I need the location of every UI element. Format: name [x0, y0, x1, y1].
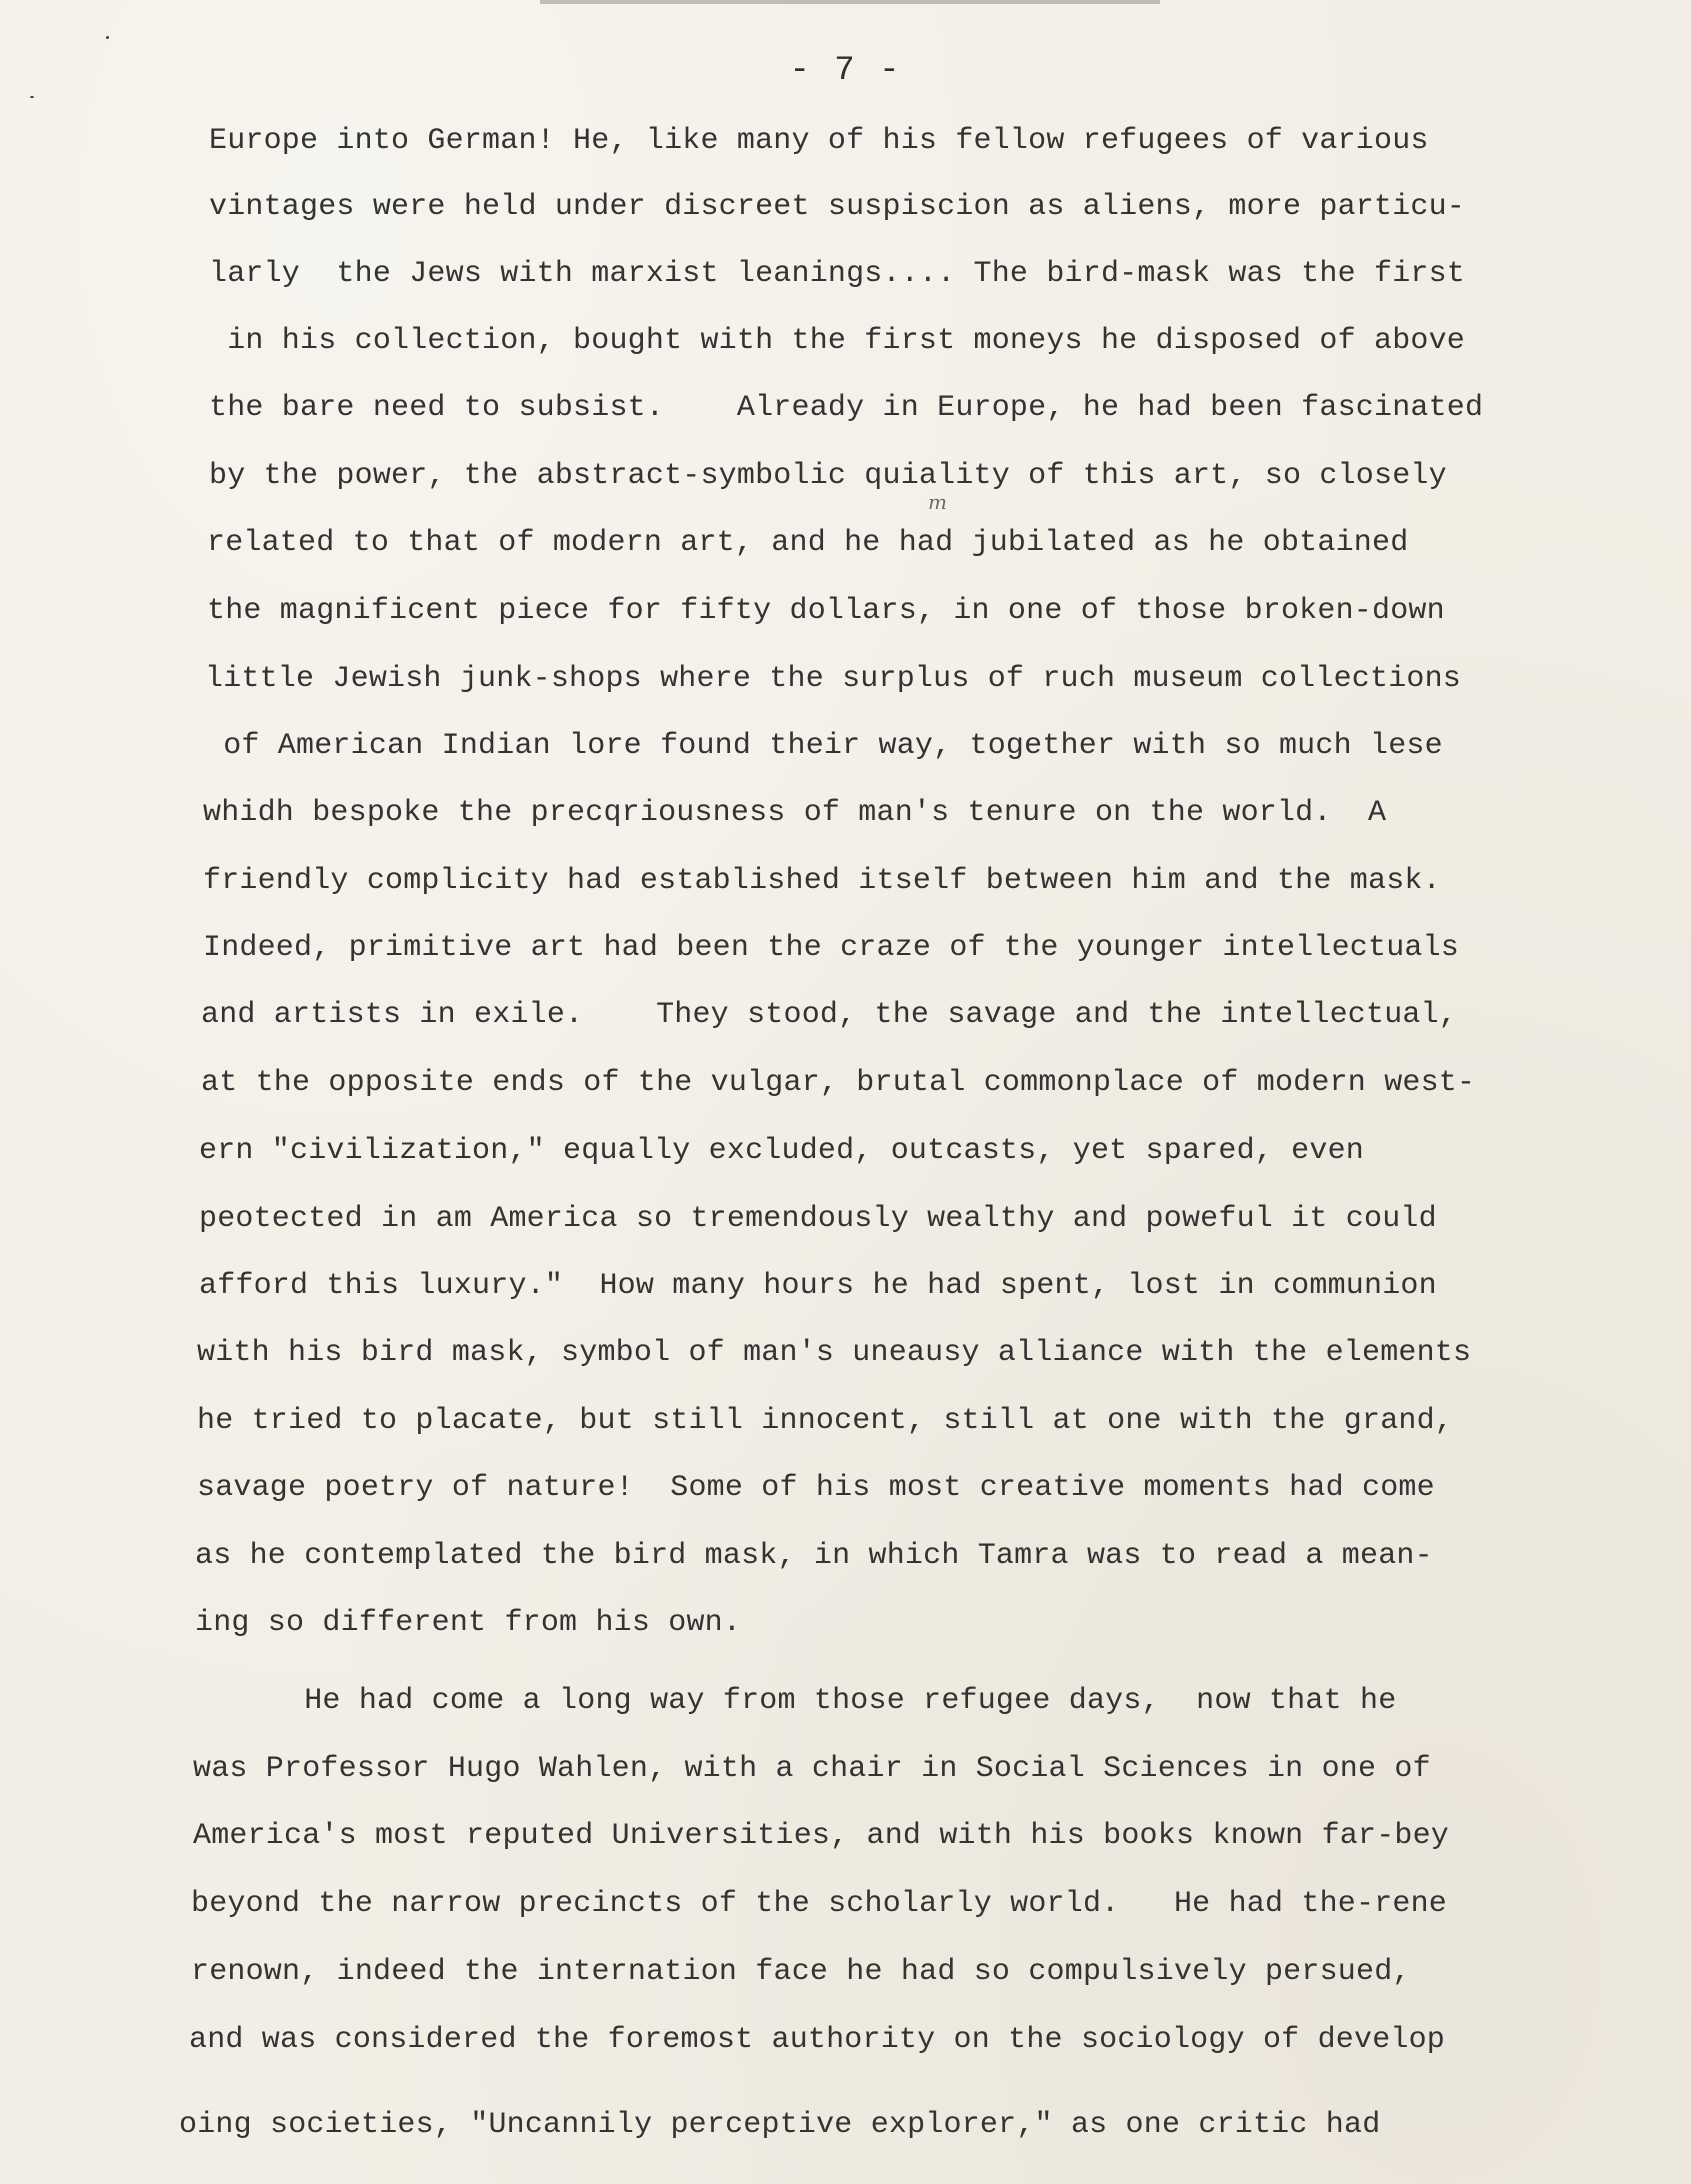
- text-line: of American Indian lore found their way, together with so much lese: [205, 729, 1443, 763]
- handwritten-annotation: m: [928, 490, 947, 514]
- scan-speck: [106, 36, 109, 39]
- page-number: - 7 -: [789, 52, 902, 90]
- scan-top-edge: [540, 0, 1160, 4]
- text-line: the magnificent piece for fifty dollars, in one of those broken-down: [207, 594, 1445, 628]
- text-line: whidh bespoke the precqriousness of man's tenure on the world. A: [203, 796, 1387, 830]
- text-line: America's most reputed Universities, and with his books known far-bey: [193, 1819, 1450, 1853]
- text-line: was Professor Hugo Wahlen, with a chair in Social Sciences in one of: [193, 1752, 1431, 1786]
- text-line: with his bird mask, symbol of man's uneausy alliance with the elements: [197, 1336, 1472, 1370]
- text-line: oing societies, "Uncannily perceptive explorer," as one critic had: [179, 2108, 1381, 2142]
- text-line: Indeed, primitive art had been the craze of the younger intellectuals: [203, 931, 1460, 965]
- text-line: larly the Jews with marxist leanings.... The bird-mask was the first: [209, 257, 1466, 291]
- text-line: renown, indeed the internation face he had so compulsively persued,: [191, 1955, 1411, 1989]
- text-line: little Jewish junk-shops where the surplus of ruch museum collections: [205, 662, 1462, 696]
- text-line: he tried to placate, but still innocent, still at one with the grand,: [197, 1404, 1454, 1438]
- text-line: friendly complicity had established itself between him and the mask.: [203, 864, 1441, 898]
- text-line: the bare need to subsist. Already in Europe, he had been fascinated: [209, 391, 1484, 425]
- text-line: savage poetry of nature! Some of his most creative moments had come: [197, 1471, 1435, 1505]
- text-line: vintages were held under discreet suspiscion as aliens, more particu-: [209, 190, 1466, 224]
- text-line: in his collection, bought with the first moneys he disposed of above: [209, 324, 1466, 358]
- text-line: ern "civilization," equally excluded, outcasts, yet spared, even: [199, 1134, 1364, 1168]
- scan-speck: [30, 96, 34, 98]
- text-line: at the opposite ends of the vulgar, brutal commonplace of modern west-: [201, 1066, 1476, 1100]
- text-line: afford this luxury." How many hours he had spent, lost in communion: [199, 1269, 1437, 1303]
- text-line: Europe into German! He, like many of his fellow refugees of various: [209, 124, 1429, 158]
- text-line: and artists in exile. They stood, the savage and the intellectual,: [201, 998, 1458, 1032]
- text-line: related to that of modern art, and he had jubilated as he obtained: [207, 526, 1409, 560]
- text-line: by the power, the abstract-symbolic quiality of this art, so closely: [209, 459, 1447, 493]
- text-line: as he contemplated the bird mask, in which Tamra was to read a mean-: [195, 1539, 1433, 1573]
- text-line: peotected in am America so tremendously wealthy and poweful it could: [199, 1202, 1437, 1236]
- text-line: ing so different from his own.: [195, 1606, 742, 1640]
- text-line: and was considered the foremost authority on the sociology of develop: [189, 2023, 1446, 2057]
- text-line: He had come a long way from those refugee days, now that he: [195, 1684, 1397, 1718]
- text-line: beyond the narrow precincts of the scholarly world. He had the-rene: [191, 1887, 1448, 1921]
